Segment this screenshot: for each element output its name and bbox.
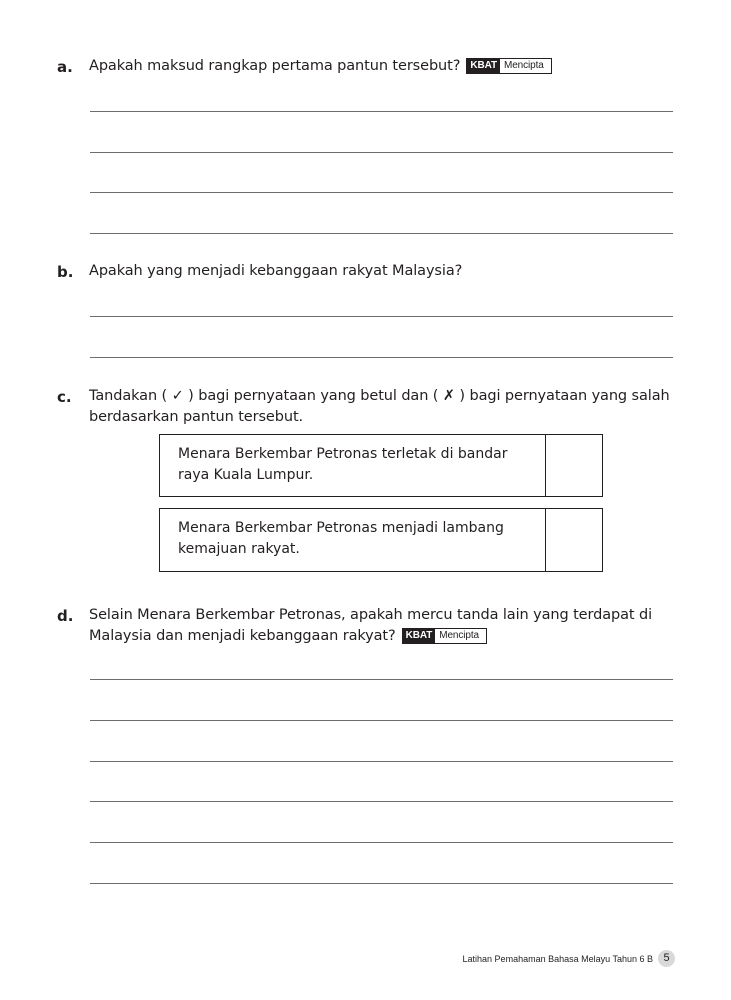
kbat-badge bbox=[466, 58, 551, 74]
answer-line[interactable] bbox=[90, 801, 673, 802]
kbat-tag: KBAT bbox=[467, 59, 500, 73]
answer-line[interactable] bbox=[90, 316, 673, 317]
answer-line[interactable] bbox=[90, 720, 673, 721]
kbat-tag: KBAT bbox=[403, 629, 436, 643]
question-a-prompt: Apakah maksud rangkap pertama pantun tersebut? bbox=[89, 58, 461, 74]
tick-cross-box[interactable] bbox=[546, 509, 602, 571]
kbat-value: Mencipta bbox=[503, 60, 544, 71]
tick-cross-box[interactable] bbox=[546, 435, 602, 496]
question-d-letter: d. bbox=[57, 607, 74, 625]
answer-line[interactable] bbox=[90, 111, 673, 112]
footer-title: Latihan Pemahaman Bahasa Melayu Tahun 6 B bbox=[462, 953, 653, 964]
answer-line[interactable] bbox=[90, 883, 673, 884]
answer-line[interactable] bbox=[90, 842, 673, 843]
question-a-text bbox=[89, 56, 679, 77]
answer-line[interactable] bbox=[90, 761, 673, 762]
answer-line[interactable] bbox=[90, 679, 673, 680]
statement-text: Menara Berkembar Petronas terletak di bandar raya Kuala Lumpur. bbox=[160, 435, 546, 496]
answer-line[interactable] bbox=[90, 233, 673, 234]
question-b-letter: b. bbox=[57, 263, 74, 281]
question-a-letter: a. bbox=[57, 58, 73, 76]
question-d-text bbox=[89, 605, 679, 647]
statement-text: Menara Berkembar Petronas menjadi lambang kemajuan rakyat. bbox=[160, 509, 546, 571]
kbat-value: Mencipta bbox=[439, 630, 480, 641]
answer-line[interactable] bbox=[90, 152, 673, 153]
page-footer bbox=[463, 950, 675, 967]
statement-box bbox=[159, 508, 603, 572]
question-d-prompt: Selain Menara Berkembar Petronas, apakah mercu tanda lain yang terdapat di Malaysia dan menjadi kebanggaan rakyat? bbox=[89, 607, 652, 644]
question-c-letter: c. bbox=[57, 388, 72, 406]
question-b-text: Apakah yang menjadi kebanggaan rakyat Malaysia? bbox=[89, 263, 463, 279]
page-number: 5 bbox=[658, 950, 675, 967]
question-c-text: Tandakan ( ✓ ) bagi pernyataan yang betul dan ( ✗ ) bagi pernyataan yang salah berdasarkan pantun tersebut. bbox=[89, 388, 670, 425]
answer-line[interactable] bbox=[90, 357, 673, 358]
answer-line[interactable] bbox=[90, 192, 673, 193]
statement-box bbox=[159, 434, 603, 497]
kbat-badge bbox=[402, 628, 487, 644]
